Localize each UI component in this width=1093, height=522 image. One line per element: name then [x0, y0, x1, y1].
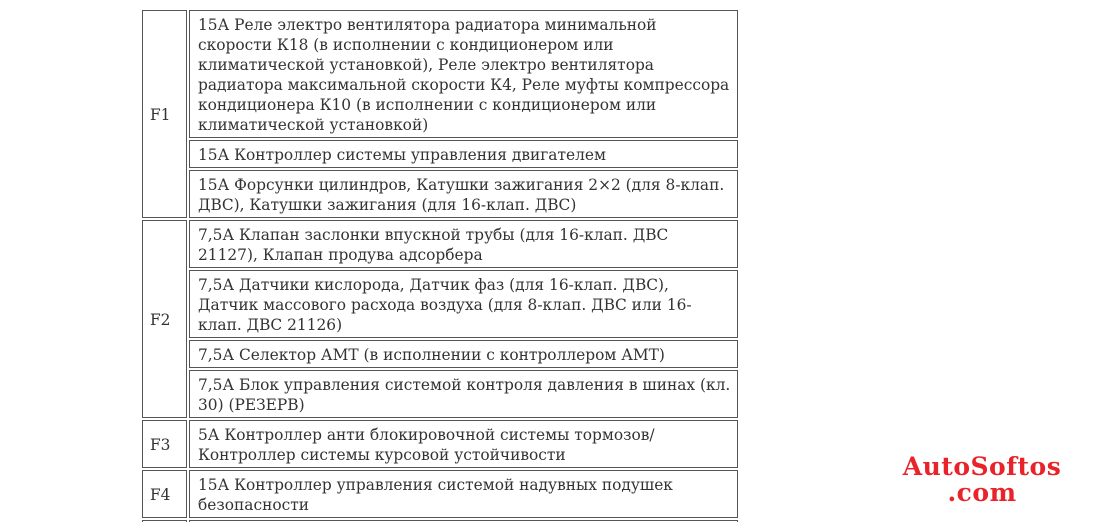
fuse-description-cell: 7,5А Датчики кислорода, Датчик фаз (для 16-клап. ДВС), Датчик массового расхода воздуха (для 8-клап. ДВС или 16-клап. ДВС 21126): [189, 270, 738, 338]
site-watermark: [884, 452, 1080, 508]
fuse-id-cell: F3: [142, 420, 187, 468]
fuse-description-cell: 15А Реле электро вентилятора радиатора минимальной скорости К18 (в исполнении с кондиционером или климатической установкой), Реле электро вентилятора радиатора максимальной скорости К4, Реле муфты компрессора кондиционера К10 (в исполнении с кондиционером или климатической установкой): [189, 10, 738, 138]
table-row: [142, 220, 738, 268]
table-row: [142, 140, 738, 168]
fuse-id-cell: F4: [142, 470, 187, 518]
table-row: [142, 340, 738, 368]
fuse-description-cell: 15А Форсунки цилиндров, Катушки зажигания 2×2 (для 8-клап. ДВС), Катушки зажигания (для 16-клап. ДВС): [189, 170, 738, 218]
fuse-table: [140, 8, 740, 522]
fuse-description-cell: 5А Контроллер анти блокировочной системы тормозов/ Контроллер системы курсовой устойчивости: [189, 420, 738, 468]
fuse-description-cell: 7,5А Блок управления системой контроля давления в шинах (кл. 30) (РЕЗЕРВ): [189, 370, 738, 418]
table-row: [142, 370, 738, 418]
fuse-description-cell: 7,5А Селектор АМТ (в исполнении с контроллером АМТ): [189, 340, 738, 368]
table-row: [142, 10, 738, 138]
table-row: [142, 470, 738, 518]
table-row: [142, 420, 738, 468]
fuse-id-cell: F2: [142, 220, 187, 418]
fuse-description-cell: 15А Контроллер системы управления двигателем: [189, 140, 738, 168]
fuse-id-cell: F1: [142, 10, 187, 218]
watermark-line1: AutoSoftos: [902, 452, 1062, 481]
fuse-description-cell: 15А Контроллер управления системой надувных подушек безопасности: [189, 470, 738, 518]
table-row: [142, 270, 738, 338]
table-row: [142, 170, 738, 218]
fuse-description-cell: 7,5А Клапан заслонки впускной трубы (для 16-клап. ДВС 21127), Клапан продува адсорбера: [189, 220, 738, 268]
watermark-line2: .com: [947, 478, 1017, 507]
